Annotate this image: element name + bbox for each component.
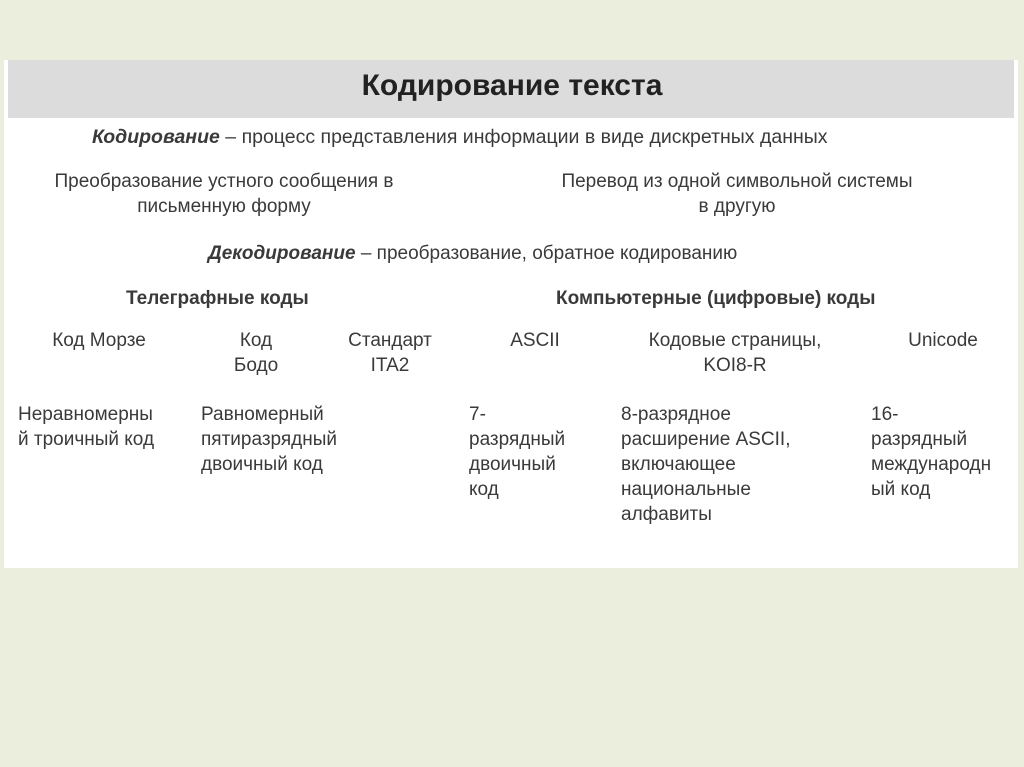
code-name-koi8r	[624, 328, 846, 378]
decoding-term: Декодирование	[208, 243, 356, 264]
code-desc-line: национальные	[621, 479, 751, 500]
code-desc-baudot	[201, 402, 337, 477]
code-name-line: Код	[239, 330, 273, 351]
code-name-morse	[20, 328, 178, 353]
code-desc-line: 16-	[871, 404, 899, 425]
code-desc-line: 8-разрядное	[621, 404, 731, 425]
code-desc-unicode	[871, 402, 991, 502]
slide-title: Кодирование текста	[361, 69, 663, 102]
code-name-line: ITA2	[370, 355, 410, 376]
code-name-line: Unicode	[908, 330, 978, 351]
code-desc-line: 7-	[469, 404, 486, 425]
code-desc-line: Неравномерны	[18, 404, 153, 425]
code-desc-koi8r	[621, 402, 790, 527]
code-desc-line: расширение ASCII,	[621, 429, 791, 450]
code-name-line: KOI8-R	[703, 355, 767, 376]
definition-dash: –	[225, 126, 237, 148]
code-desc-line: алфавиты	[621, 504, 712, 525]
code-desc-ascii	[469, 402, 565, 502]
form-oral-to-written	[8, 169, 440, 219]
code-name-line: Кодовые страницы,	[648, 330, 822, 351]
code-name-line: Код Морзе	[52, 330, 146, 351]
form-symbol-system	[514, 169, 960, 219]
code-desc-line: включающее	[621, 454, 736, 475]
code-desc-line: Равномерный	[201, 404, 324, 425]
decoding-text: – преобразование, обратное кодированию	[360, 243, 738, 264]
code-desc-line: пятиразрядный	[201, 429, 338, 450]
group-computer-heading: Компьютерные (цифровые) коды	[556, 288, 876, 309]
definition-text: процесс представления информации в виде дискретных данных	[241, 126, 828, 148]
definition-term: Кодирование	[92, 126, 220, 148]
code-desc-line: международн	[871, 454, 992, 475]
code-desc-line: разрядный	[871, 429, 968, 450]
code-desc-line: ый код	[871, 479, 931, 500]
form-line: Преобразование устного сообщения в	[54, 171, 394, 192]
code-name-unicode	[878, 328, 1008, 353]
code-name-baudot	[206, 328, 306, 378]
form-line: Перевод из одной символьной системы	[561, 171, 913, 192]
code-name-line: Бодо	[233, 355, 279, 376]
code-name-ita2	[330, 328, 450, 378]
code-desc-morse	[18, 402, 154, 452]
code-name-line: ASCII	[510, 330, 560, 351]
definition-line	[92, 124, 828, 150]
code-desc-line: й троичный код	[18, 429, 155, 450]
code-name-line: Стандарт	[348, 330, 432, 351]
code-desc-line: код	[469, 479, 499, 500]
code-name-ascii	[470, 328, 600, 353]
form-line: письменную форму	[137, 196, 311, 217]
decoding-line	[208, 241, 737, 266]
code-desc-line: двоичный	[469, 454, 556, 475]
code-desc-line: двоичный код	[201, 454, 323, 475]
form-line: в другую	[698, 196, 776, 217]
group-telegraph-heading: Телеграфные коды	[126, 288, 309, 309]
code-desc-line: разрядный	[469, 429, 566, 450]
